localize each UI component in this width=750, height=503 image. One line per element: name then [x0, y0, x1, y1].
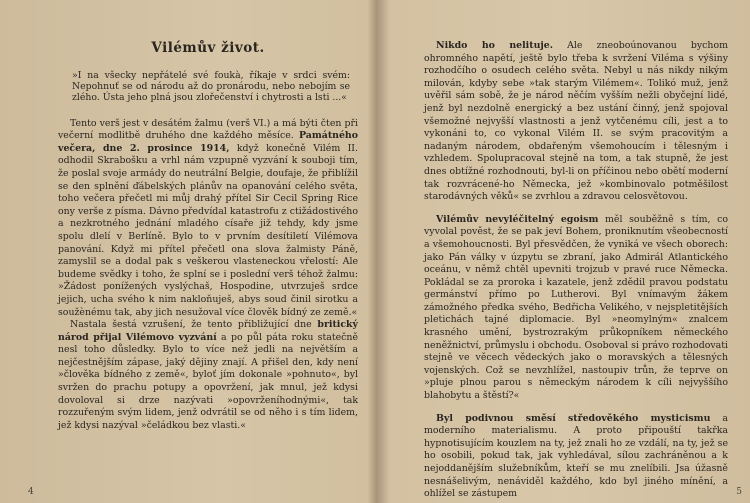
paragraph-text: Tento verš jest v desátém žalmu (verš VI.) a má býti čten při večerní modlitbě druhého dne každého měsíce.	[58, 117, 358, 142]
paragraph	[58, 118, 358, 320]
chapter-title: Vilémův život.	[151, 40, 265, 56]
page-number: 5	[736, 487, 742, 497]
bold-phrase: Vilémův nevyléčitelný egoism	[436, 213, 599, 225]
paragraph-text: Nastala šestá vzrušení, že tento přibližující dne	[70, 319, 312, 331]
bold-phrase: britický národ přijal Vilémovo vyzvání	[58, 319, 358, 343]
paragraph	[424, 214, 728, 403]
paragraph	[424, 413, 728, 501]
right-page	[378, 0, 750, 503]
paragraph-text: Ale zneoboúnovanou bychom ohromného napětí, ještě bylo třeba k svržení Viléma s výšiny rozhodčího o osudech celého světa. Nebyl u nás nikdy nikým milován, kdyby sebe »tak starým Vilémem«. Tolikó muž, jenž uvěřil sám sobě, že je národ něčím vyšším nežli obyčejní lidé, jenž byl nezdolně energický a bez ustání činný, jenž spojoval všemožné nejvyšší vlastnosti a jenž vytčenému cíli, jest a to vykonáni to, co vykonal Vilém II. se svým pracovitým a nadaným národem, obdařeným všemohoucím i tělesným i vzhledem. Spolupracoval stejně na tom, a tak stupně, že jest dnes obtížné rozhodnouti, byl-li on příčinou nebo obětí moderní tak rozvrácené-ho Německa, jež »kombinovalo potměšilost starodávných věků« se zvrhlou a zdravou celosvětovou.	[424, 40, 729, 203]
paragraph-text: a po půl páta roku statečně nesl toho důsledky. Bylo to více než jedli na největším a nejčestnějším zápase, jaký dějiny znají. A přišel den, kdy není »člověka bídného z země«, byloť jím dokonale »pohnuto«, byl svržen do prachu potupy a opovržení, jak mnul, jež kdysi dovoloval si drze nazývati »opovrženíhodnými«, tak rozzuřeným svým lidem, jenž odvrátil se od něho i s tím lidem, jež kdysi nazýval »čeládkou bez vlasti.«	[58, 331, 359, 431]
paragraph-text: když konečně Vilém II. odhodil Skrabošku a vrhl nám vzpupně vyzvání k souboji tím, že poslal svoje armády do neutrální Belgie, doufaje, že přiblížil se den splnění ďábelských plánův na opanování celého světa, toho večera přečetl mi můj drahý přítel Sir Cecil Spring Rice ony verše z písma. Dávno předvídal katastrofu z ctižádostivého a nezkrotného jednání mladého císaře již tehdy, kdy jsme spolu dlelí v Berlíně. Bylo to v prvním desítiletí Vilémova panování. Když mi přítel přečetl ona slova žalmisty Páně, zamyslil se a dodal pak s veškerou vlasteneckou vřelostí: Ale budeme svědky i toho, že splní se i poslední verš téhož žalmu: »Žádost ponížených vyslýchaš, Hospodine, utvrzuješ srdce jejich, ucha svého k nim nakloňuješ, abys soud činil sirotku a soužènému tak, aby jich nesužoval více člověk bídný ze země.«	[58, 142, 358, 318]
paragraph	[424, 40, 728, 204]
bold-phrase: Nikdo ho nelituje.	[436, 40, 554, 51]
paragraph	[58, 319, 358, 432]
paragraph-text: měl souběžně s tím, co vyvolal pověst, že se pak jeví Bohem, proniknutím všeobecností a všemohoucnosti. Byl přesvědčen, že vyniká ve všech oborech: jako Pán války v úzpytu se zbraní, jako Admirál Atlantického oceánu, v němž chtěl upevniti trojzub v pravé ruce Německa. Pokládal se za proroka i kazatele, jenž zdědil pravou podstatu germánství přímo po Lutherovi. Byl vnímavým žákem zámožného předka svého, Bedřicha Velikého, v nejspletitějších pletichách tajné diplomacie. Byl »neomylným« znalcem krasného umění, bystrozrakým průkopníkem německého neněžnictví, průmyslu i obchodu. Osoboval si právo rozhodovati stejně ve věcech vědeckých jako o moravských a tělesných vojenských. Což se nevzhlížel, nastoupiv trůn, že teprve on »pluje plnou parou s německým národem k cíli nejvyššího blahobytu a štěstí?«	[424, 213, 728, 402]
page-number: 4	[28, 487, 34, 497]
left-page	[0, 0, 372, 503]
bold-phrase: Památného večera, dne 2. prosince 1914,	[58, 130, 358, 154]
paragraph-text: a moderního materialismu. A proto připouští takřka hypnotisujícím kouzlem na ty, jež znali ho ze vzdálí, na ty, jež se ho osobili, pokud tak, jak vyhledával, sílou zachráněnou a k nejoddanějším služebníkům, kteří se mu znelíbili. Jsa úžasně nesnášelivým, nenáviděl každého, kdo byl jiného mínění, a ohlížel se zástupem	[424, 412, 728, 500]
epigraph-quote: »I na všecky nepřátelé své foukà, říkaje v srdci svém: Nepohnuť se od národu až do pronárodu, nebo nebojím se zlého. Ústa jeho plná jsou zlořečenství i chytrosti a lsti ...«	[72, 70, 350, 104]
bold-phrase: Byl podivnou směsí středověkého mysticismu	[436, 412, 711, 424]
